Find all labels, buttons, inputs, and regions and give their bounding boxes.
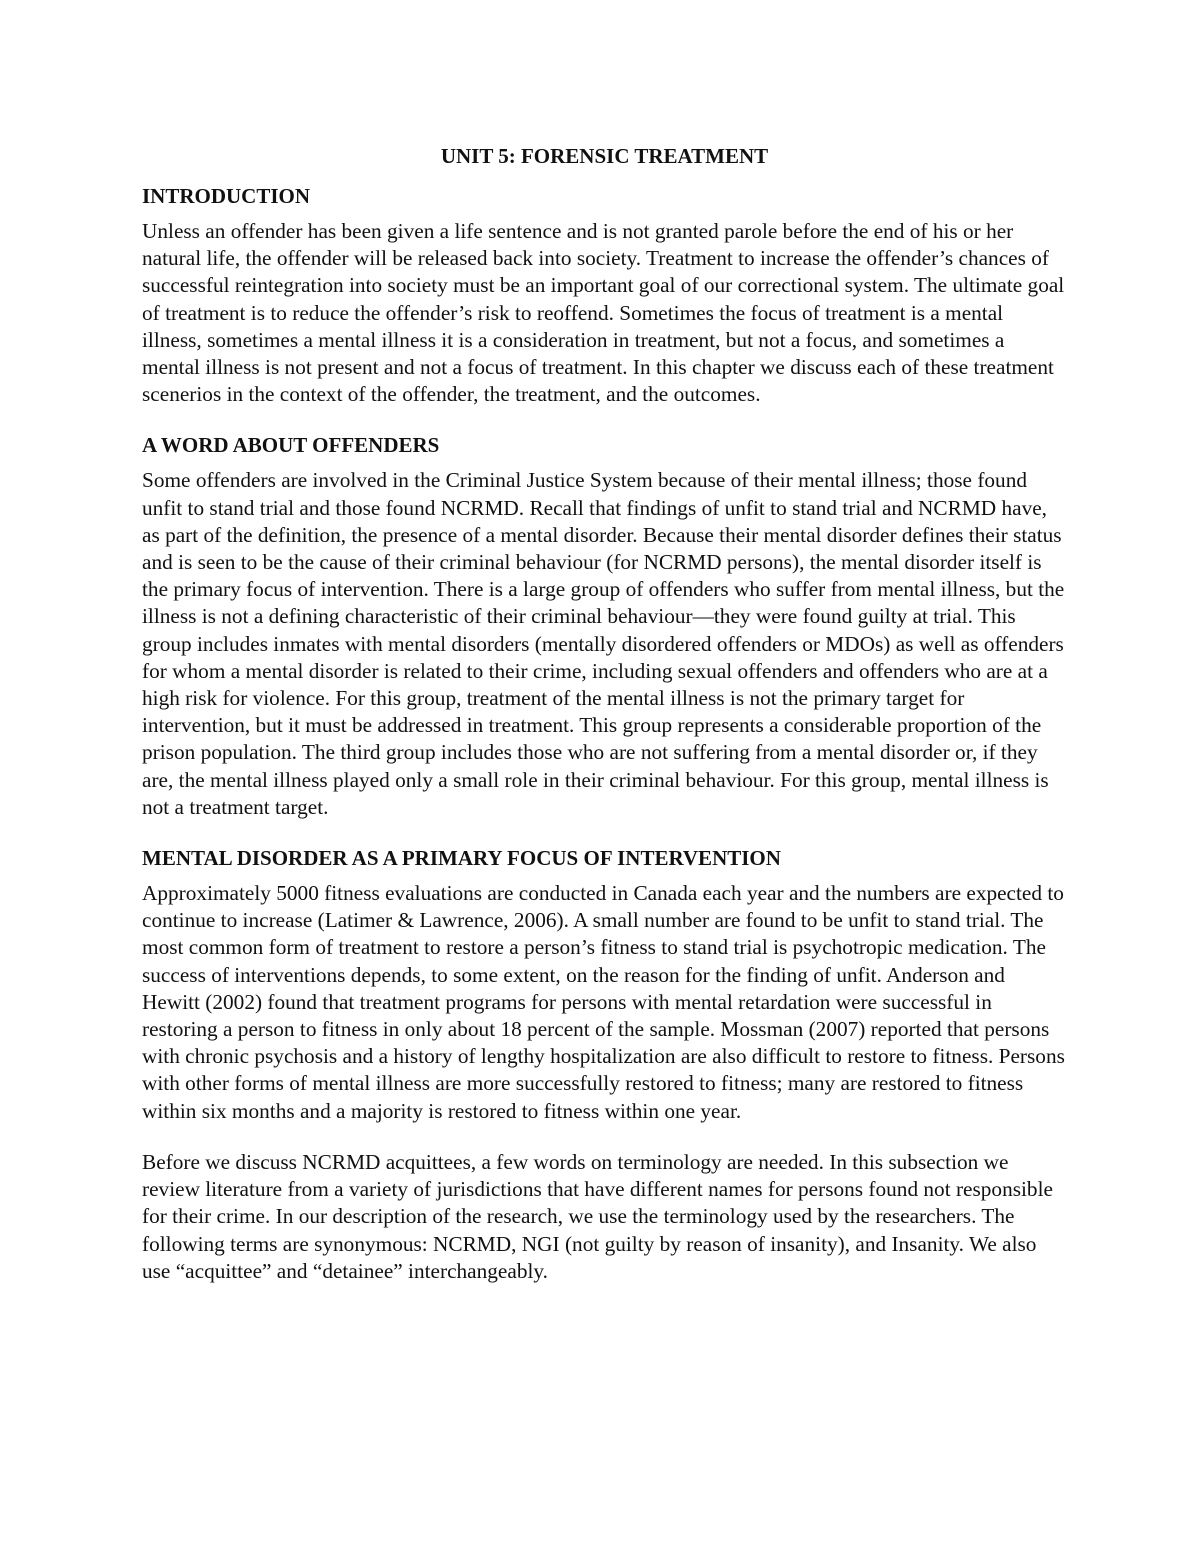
document-title: UNIT 5: FORENSIC TREATMENT [440,144,769,168]
offenders-paragraph: Some offenders are involved in the Criminal Justice System because of their mental illness; those found unfit to stand trial and those found NCRMD. Recall that findings of unfit to stand trial and NCRMD have, as part of the definition, the presence of a mental disorder. Because their mental disorder defines their status and is seen to be the cause of their criminal behaviour (for NCRMD persons), the mental disorder itself is the primary focus of intervention. There is a large group of offenders who suffer from mental illness, but the illness is not a defining characteristic of their criminal behaviour—they were found guilty at trial. This group includes inmates with mental disorders (mentally disordered offenders or MDOs) as well as offenders for whom a mental disorder is related to their crime, including sexual offenders and offenders who are at a high risk for violence. For this group, treatment of the mental illness is not the primary target for intervention, but it must be addressed in treatment. This group represents a considerable proportion of the prison population. The third group includes those who are not suffering from a mental disorder or, if they are, the mental illness played only a small role in their criminal behaviour. For this group, mental illness is not a treatment target. [142,468,1065,819]
introduction-paragraph: Unless an offender has been given a life sentence and is not granted parole before the end of his or her natural life, the offender will be released back into society. Treatment to increase the offender’s chances of successful reintegration into society must be an important goal of our correctional system. The ultimate goal of treatment is to reduce the offender’s risk to reoffend. Sometimes the focus of treatment is a mental illness, sometimes a mental illness it is a consideration in treatment, but not a focus, and sometimes a mental illness is not present and not a focus of treatment. In this chapter we discuss each of these treatment scenerios in the context of the offender, the treatment, and the outcomes. [142,219,1065,407]
terminology-paragraph: Before we discuss NCRMD acquittees, a few words on terminology are needed. In this subsection we review literature from a variety of jurisdictions that have different names for persons found not responsible for their crime. In our description of the research, we use the terminology used by the researchers. The following terms are synonymous: NCRMD, NGI (not guilty by reason of insanity), and Insanity. We also use “acquittee” and “detainee” interchangeably. [142,1149,1053,1283]
document-page [142,143,1067,1285]
section-heading-introduction: INTRODUCTION [142,184,311,208]
section-heading-offenders: A WORD ABOUT OFFENDERS [142,433,440,458]
section-heading-primary-focus: MENTAL DISORDER AS A PRIMARY FOCUS OF INTERVENTION [142,846,781,871]
fitness-paragraph: Approximately 5000 fitness evaluations are conducted in Canada each year and the numbers are expected to continue to increase (Latimer & Lawrence, 2006). A small number are found to be unfit to stand trial. The most common form of treatment to restore a person’s fitness to stand trial is psychotropic medication. The success of interventions depends, to some extent, on the reason for the finding of unfit. Anderson and Hewitt (2002) found that treatment programs for persons with mental retardation were successful in restoring a person to fitness in only about 18 percent of the sample. Mossman (2007) reported that persons with chronic psychosis and a history of lengthy hospitalization are also difficult to restore to fitness. Persons with other forms of mental illness are more successfully restored to fitness; many are restored to fitness within six months and a majority is restored to fitness within one year. [142,881,1065,1123]
